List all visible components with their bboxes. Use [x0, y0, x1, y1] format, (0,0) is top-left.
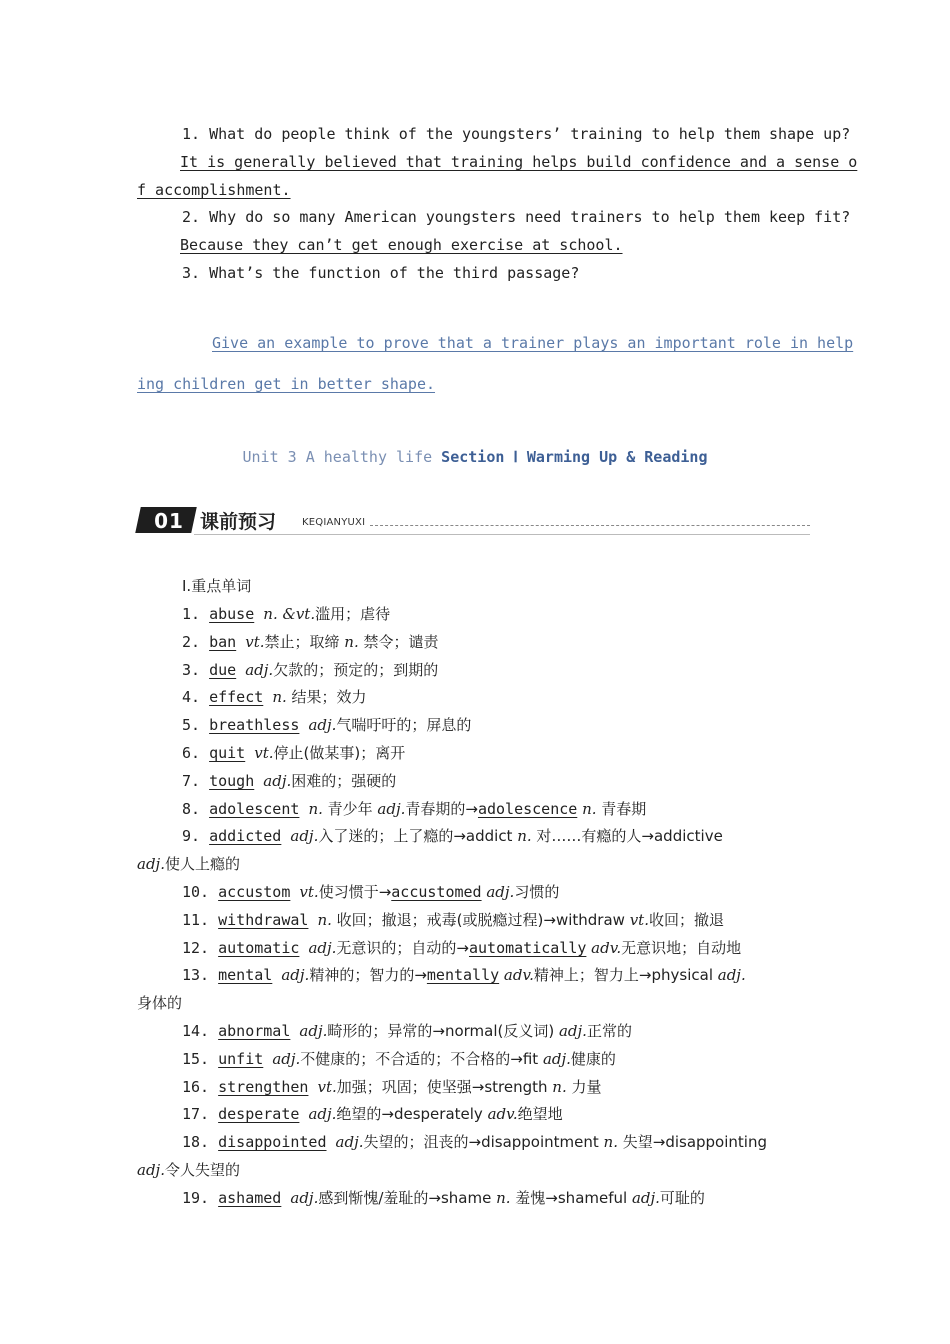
word-entry [182, 604, 390, 624]
part-of-speech: vt. [629, 911, 649, 929]
vocab-word: mental [218, 966, 273, 984]
entry-number: 9. [182, 827, 210, 845]
definition-text: 无意识地；自动地 [621, 939, 742, 957]
entry-number: 18. [182, 1133, 219, 1151]
part-of-speech: adj. [308, 1105, 337, 1123]
definition-text: 畸形的；异常的→normal(反义词) [327, 1022, 559, 1040]
word-entry [182, 1104, 563, 1124]
entry-number: 12. [182, 939, 219, 957]
answer-3-line-2 [137, 374, 435, 394]
entry-number: 3. [182, 661, 210, 679]
definition-text: 青少年 [322, 800, 378, 818]
part-of-speech: adj. [272, 1050, 301, 1068]
part-of-speech: adj. [542, 1050, 571, 1068]
entry-number: 6. [182, 744, 210, 762]
banner-number: 01 [154, 509, 184, 533]
definition-text: 收回；撤退 [648, 911, 724, 929]
word-entry-continued [137, 1160, 240, 1180]
entry-number: 13. [182, 966, 219, 984]
part-of-speech: adj. [263, 772, 292, 790]
banner-dashed-rule [370, 525, 810, 526]
definition-text: 习惯的 [514, 883, 560, 901]
part-of-speech: adj. [717, 966, 746, 984]
part-of-speech: adj. [377, 800, 406, 818]
definition-text: 困难的；强硬的 [291, 772, 397, 790]
definition-text: 力量 [566, 1078, 602, 1096]
definition-text: 青春期 [596, 800, 647, 818]
word-entry [182, 1132, 767, 1152]
vocab-word: adolescent [209, 800, 300, 818]
definition-text: 失望的；沮丧的→disappointment [363, 1133, 604, 1151]
word-entry [182, 632, 439, 652]
part-of-speech: vt. [254, 744, 274, 762]
vocab-word: ashamed [218, 1189, 282, 1207]
vocab-word: quit [209, 744, 246, 762]
answer-1-text-cont: f accomplishment. [137, 181, 291, 199]
definition-text: 青春期的→ [405, 800, 478, 818]
word-entry [182, 1077, 602, 1097]
definition-text: 羞愧→shameful [510, 1189, 632, 1207]
word-entry [182, 660, 438, 680]
section-banner [138, 505, 810, 535]
entry-number: 19. [182, 1189, 219, 1207]
word-entry [182, 771, 396, 791]
word-entry [182, 687, 367, 707]
definition-text: 气喘吁吁的；屏息的 [336, 716, 472, 734]
part-of-speech: adj. [558, 1022, 587, 1040]
definition-text: 收回；撤退；戒毒(或脱瘾过程)→withdraw [331, 911, 630, 929]
definition-text: 欠款的；预定的；到期的 [273, 661, 439, 679]
vocab-word: disappointed [218, 1133, 327, 1151]
part-of-speech: adj. [290, 827, 319, 845]
definition-text: 可耻的 [659, 1189, 705, 1207]
unit-title [0, 448, 950, 466]
entry-number: 4. [182, 688, 210, 706]
vocab-word: addicted [209, 827, 282, 845]
word-entry [182, 1188, 705, 1208]
answer-3-line-1 [212, 333, 854, 353]
part-of-speech: n. [317, 911, 332, 929]
entry-number: 8. [182, 800, 210, 818]
entry-number: 16. [182, 1078, 219, 1096]
derived-word: adolescence [477, 800, 578, 818]
word-entry [182, 715, 471, 735]
definition-text: 精神上；智力上→physical [533, 966, 718, 984]
definition-text: 禁令；谴责 [358, 633, 439, 651]
entry-number: 14. [182, 1022, 219, 1040]
vocab-word: tough [209, 772, 255, 790]
vocab-word: breathless [209, 716, 300, 734]
part-of-speech: adj. [290, 1189, 319, 1207]
definition-text: 正常的 [586, 1022, 632, 1040]
answer-1-text: It is generally believed that training helps build confidence and a sense o [180, 153, 858, 171]
definition-text: 健康的 [570, 1050, 616, 1068]
vocab-word: due [209, 661, 237, 679]
entry-number: 10. [182, 883, 219, 901]
word-entry-continued [137, 993, 182, 1013]
definition-text: 停止(做某事)；离开 [273, 744, 406, 762]
part-of-speech: n. [603, 1133, 618, 1151]
part-of-speech: n. [308, 800, 323, 818]
entry-number: 15. [182, 1050, 219, 1068]
part-of-speech: adv. [487, 1105, 518, 1123]
vocab-word: ban [209, 633, 237, 651]
definition-text: 加强；巩固；使坚强→strength [336, 1078, 553, 1096]
definition-text: 入了迷的；上了瘾的→addict [318, 827, 518, 845]
definition-text: 绝望的→desperately [336, 1105, 488, 1123]
vocab-word: desperate [218, 1105, 300, 1123]
part-of-speech: adv. [499, 966, 534, 984]
question-3: 3. What’s the function of the third passage? [182, 264, 580, 282]
banner-title: 课前预习 [200, 511, 277, 533]
definition-text: 令人失望的 [164, 1161, 240, 1179]
word-entry-continued [137, 854, 240, 874]
part-of-speech: adj. [137, 855, 165, 873]
part-of-speech: adj. [481, 883, 515, 901]
part-of-speech: adj. [245, 661, 274, 679]
question-2: 2. Why do so many American youngsters need trainers to help them keep fit? [182, 208, 851, 226]
definition-text: 绝望地 [517, 1105, 563, 1123]
part-of-speech: n. &vt. [263, 605, 316, 623]
part-of-speech: vt. [245, 633, 265, 651]
derived-word: accustomed [391, 883, 482, 901]
vocab-word: withdrawal [218, 911, 309, 929]
unit-title-part1: Unit 3 A healthy life [242, 448, 442, 466]
unit-title-part2: Section Ⅰ Warming Up & Reading [441, 448, 708, 466]
part-of-speech: n. [517, 827, 532, 845]
answer-2-line-1 [180, 235, 623, 255]
word-entry [182, 938, 741, 958]
word-entry [182, 910, 724, 930]
definition-text: 不健康的；不合适的；不合格的→fit [300, 1050, 543, 1068]
definition-text: 使人上瘾的 [164, 855, 240, 873]
entry-number: 2. [182, 633, 210, 651]
vocab-word: accustom [218, 883, 291, 901]
vocab-word: effect [209, 688, 264, 706]
answer-3-text-cont: ing children get in better shape. [137, 375, 436, 393]
part-of-speech: adj. [308, 939, 337, 957]
part-of-speech: vt. [317, 1078, 337, 1096]
definition-text: 感到惭愧/羞耻的→shame [318, 1189, 497, 1207]
answer-2-text: Because they can’t get enough exercise at school. [180, 236, 623, 254]
answer-1-line-2 [137, 180, 291, 200]
definition-text: 禁止；取缔 [264, 633, 345, 651]
vocab-word: automatic [218, 939, 300, 957]
banner-pinyin: KEQIANYUXI [302, 517, 366, 528]
part-of-speech: n. [272, 688, 287, 706]
word-entry [182, 1021, 632, 1041]
definition-text: 对……有瘾的人→addictive [531, 827, 723, 845]
part-of-speech: n. [344, 633, 359, 651]
word-entry [182, 799, 646, 819]
definition-text: 失望→disappointing [617, 1133, 767, 1151]
definition-text: 精神的；智力的→ [309, 966, 427, 984]
answer-3-text: Give an example to prove that a trainer plays an important role in help [212, 334, 854, 352]
definition-text: 身体的 [137, 994, 183, 1012]
entry-number: 7. [182, 772, 210, 790]
part-of-speech: adj. [335, 1133, 364, 1151]
vocab-word: abnormal [218, 1022, 291, 1040]
word-entry [182, 1049, 616, 1069]
banner-base-rule [194, 534, 810, 535]
entry-number: 17. [182, 1105, 219, 1123]
entry-number: 5. [182, 716, 210, 734]
vocab-word: unfit [218, 1050, 264, 1068]
part-of-speech: adv. [586, 939, 622, 957]
definition-text: 结果；效力 [286, 688, 367, 706]
part-of-speech: n. [577, 800, 597, 818]
section-heading: Ⅰ.重点单词 [182, 577, 252, 595]
part-of-speech: adj. [299, 1022, 328, 1040]
part-of-speech: vt. [299, 883, 319, 901]
part-of-speech: adj. [137, 1161, 165, 1179]
part-of-speech: n. [552, 1078, 567, 1096]
part-of-speech: adj. [308, 716, 337, 734]
definition-text: 滥用；虐待 [315, 605, 391, 623]
word-entry [182, 743, 405, 763]
part-of-speech: adj. [281, 966, 310, 984]
definition-text: 使习惯于→ [318, 883, 392, 901]
derived-word: automatically [468, 939, 587, 957]
part-of-speech: adj. [631, 1189, 660, 1207]
vocab-word: strengthen [218, 1078, 309, 1096]
definition-text: 无意识的；自动的→ [336, 939, 469, 957]
word-entry [182, 826, 723, 846]
question-1: 1. What do people think of the youngsters’ training to help them shape up? [182, 125, 851, 143]
entry-number: 1. [182, 605, 210, 623]
word-entry [182, 965, 746, 985]
derived-word: mentally [426, 966, 500, 984]
answer-1-line-1 [180, 152, 858, 172]
part-of-speech: n. [496, 1189, 511, 1207]
vocab-word: abuse [209, 605, 255, 623]
word-entry [182, 882, 559, 902]
entry-number: 11. [182, 911, 219, 929]
